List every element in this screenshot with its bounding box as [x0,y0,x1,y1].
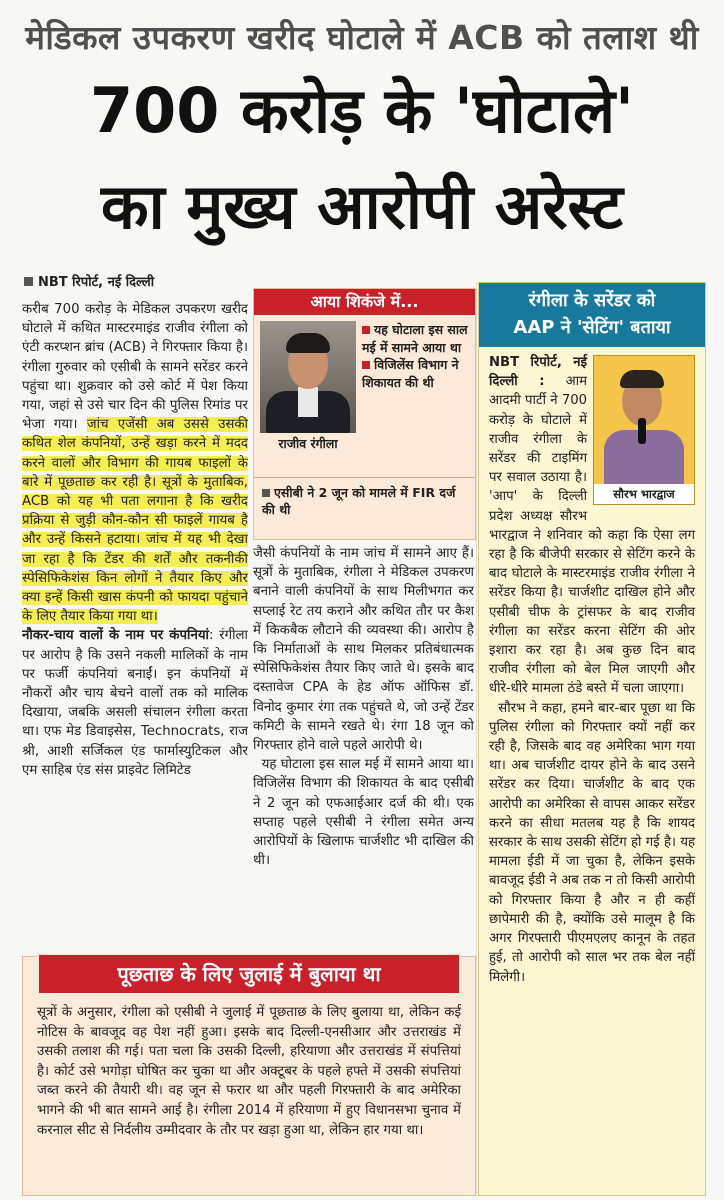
article-subheading: नौकर-चाय वालों के नाम पर कंपनियां [22,628,209,644]
sidebar-paragraph-2: सौरभ ने कहा, हमने बार-बार पूछा था कि पुलिस रंगीला को गिरफ्तार क्यों नहीं कर रही है, जिसके बाद वह अमेरिका भाग गया था। अब चार्जशीट दायर होने के बाद उसने सरेंडर कर दिया। चार्जशीट के बाद एक आरोपी का अमेरिका से वापस आकर सरेंडर करने का सीधा मतलब यह है कि शायद सरकार के साथ उसकी सेटिंग हो गई है। यह मामला ईडी में जा चुका है, लेकिन इसके बावजूद ईडी ने अब तक न तो किसी आरोपी को गिरफ्तार किया है और न ही कहीं छापेमारी की है, क्योंकि उसे मालूम है कि अगर गिरफ्तारी पीएमएलए कानून के तहत हुई, तो आरोपी को साल भर तक बेल नहीं मिलेगी। [489,700,695,985]
info-bullet-1: यह घोटाला इस साल मई में सामने आया था [362,322,468,355]
bottom-box-text: सूत्रों के अनुसार, रंगीला को एसीबी ने जुलाई में पूछताछ के लिए बुलाया था, लेकिन कई नोटिस के बावजूद वह पेश नहीं हुआ। इसके बाद दिल्ली-एनसीआर और उत्तराखंड में उसकी तलाश की गई। पता चला कि उसकी दिल्ली, हरियाणा और उत्तराखंड में संपत्तियां है। कोर्ट उसे भगोड़ा घोषित कर चुका था और अक्टूबर के पहले हफ्ते में उसकी संपत्तियां जब्त करने की तैयारी थी। वह जून से फरार था और पहली गिरफ्तारी के बाद अमेरिका भागने की भी बात सामने आई है। रंगीला 2014 में हरियाणा में हुए विधानसभा चुनाव में करनाल सीट से निर्दलीय उम्मीदवार के तौर पर खड़ा हुआ था, लेकिन हार गया था। [37,1005,461,1138]
sidebar-body [489,353,695,987]
headline-line1: 700 करोड़ के 'घोटाले' [90,74,634,147]
sidebar-aap-story [478,282,706,1196]
accused-photo-caption: राजीव रंगीला [278,436,338,451]
sidebar-byline: NBT रिपोर्ट, नई दिल्ली : [489,355,587,390]
byline-square-icon [24,277,33,286]
column2-paragraph-1: जैसी कंपनियों के नाम जांच में सामने आए हैं। सूत्रों के मुताबिक, रंगीला ने मेडिकल उपकरण बनाने वाली कंपनियों के साथ मिलीभगत कर सप्लाई रेट तय कराने और कथित तौर पर कैश में किकबैक लौटाने की व्यवस्था की। आरोप है कि निर्माताओं के साथ मिलकर प्रतिबंधात्मक स्पेसिफिकेशंस तैयार किए जाते थे। इसके बाद दस्तावेज CPA के हेड ऑफ ऑफिस डॉ. विनोद कुमार रंगा तक पहुंचते थे, जो उन्हें टेंडर कमिटी के सामने रखते थे। रंगा 18 जून को गिरफ्तार होने वाले पहले आरोपी थे। [253,546,474,754]
headline-line2: का मुख्य आरोपी अरेस्ट [101,170,623,243]
info-box-accused [253,288,476,540]
sidebar-title-line2: AAP ने 'सेटिंग' बताया [513,317,671,338]
main-article-column-1 [22,300,248,952]
bottom-box-title: पूछताछ के लिए जुलाई में बुलाया था [39,955,459,993]
accused-photo [260,321,356,433]
column2-paragraph-2: यह घोटाला इस साल मई में सामने आया था। विजिलेंस विभाग की शिकायत के बाद एसीबी ने 2 जून को एफआईआर दर्ज की थी। एक सप्ताह पहले एसीबी ने रंगीला समेत अन्य आरोपियों के खिलाफ चार्जशीट भी दाखिल की थी। [253,757,474,869]
sidebar-title [479,283,705,347]
main-article-column-2 [253,544,474,952]
info-box-footer: एसीबी ने 2 जून को मामले में FIR दर्ज की थी [254,477,475,524]
sidebar-title-line1: रंगीला के सरेंडर को [528,290,656,311]
saurabh-photo-caption: सौरभ भारद्वाज [594,484,694,504]
sidebar-paragraph-1: आम आदमी पार्टी ने 700 करोड़ के घोटाले में राजीव रंगीला के सरेंडर की टाइमिंग पर सवाल उठाया है। 'आप' के दिल्ली प्रदेश अध्यक्ष सौरभ भारद्वाज ने शनिवार को कहा कि ऐसा लग रहा है कि बीजेपी सरकार से सेटिंग करने के बाद घोटाले के मास्टरमाइंड राजीव रंगीला ने सरेंडर किया है। चार्जशीट दाखिल होने और एसीबी चीफ के ट्रांसफर के बाद राजीव रंगीला का सरेंडर करना सेटिंग की ओर इशारा कर रहा है। अब कुछ दिन बाद राजीव रंगीला को बेल मिल जाएगी और धीरे-धीरे मामला ठंडे बस्ते में चला जाएगा। [489,374,695,697]
info-bullets [362,321,470,391]
info-bullet-2: विजिलेंस विभाग ने शिकायत की थी [362,357,459,390]
article-highlight: जांच एजेंसी अब उससे उसकी कथित शेल कंपनियों, उन्हें खड़ा करने में मदद करने वालों और विभाग की गायब फाइलों के बारे में पूछताछ कर रही है। सूत्रों के मुताबिक, ACB को यह भी पता लगाना है कि खरीद प्रक्रिया से जुड़ी कौन-कौन सी फाइलें गायब है और उन्हें किसने हटाया। जांच में यह भी देखा जा रहा है कि टेंडर की शर्तें और तकनीकी स्पेसिफिकेशंस किन लोगों ने तैयार किए और क्या इन्हें किसी खास कंपनी को फायदा पहुंचाने के लिए तैयार किया गया था। [22,417,248,625]
bullet-square-icon [362,361,370,369]
byline-text: NBT रिपोर्ट, नई दिल्ली [38,275,155,290]
footer-square-icon [262,489,270,497]
byline [24,272,154,290]
article-paragraph-2: : रंगीला पर आरोप है कि उसने नकली मालिकों के नाम पर फर्जी कंपनियां बनाईं। इन कंपनियों में नौकरों और चाय बेचने वालों तक को मालिक दिखाया, जबकि असली संचालन रंगीला करता था। एफ मेड डिवाइसेस, Technocrats, राज श्री, आशी सर्जिकल एंड फार्मास्युटिकल और एम साहिब एंड संस प्राइवेट लिमिटेड [22,628,248,778]
info-box-title: आया शिकंजे में... [254,289,475,315]
column-divider [476,282,477,1194]
saurabh-photo [593,355,695,505]
bottom-box-july-summons [22,956,476,1196]
kicker: मेडिकल उपकरण खरीद घोटाले में ACB को तलाश थी [25,18,699,57]
bullet-square-icon [362,326,370,334]
article-paragraph-1: करीब 700 करोड़ के मेडिकल उपकरण खरीद घोटाले में कथित मास्टरमाइंड राजीव रंगीला को एंटी करप्शन ब्रांच (ACB) ने गिरफ्तार किया है। रंगीला गुरुवार को एसीबी के सामने सरेंडर करने पहुंचा था। शुक्रवार को उसे कोर्ट में पेश किया गया, जहां से उसे चार दिन की पुलिस रिमांड पर भेजा गया। [22,302,248,433]
